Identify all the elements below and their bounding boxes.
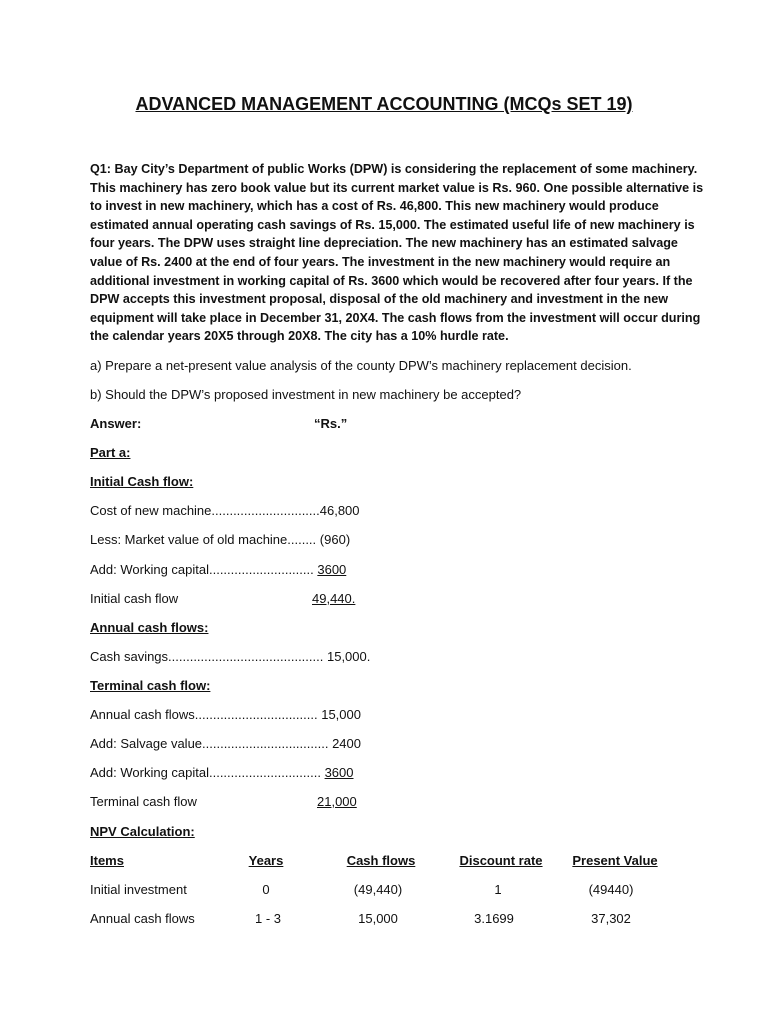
table-cell-item: Initial investment	[90, 882, 187, 897]
table-cell-years: 0	[262, 882, 270, 897]
terminal-annual-value: 15,000	[321, 707, 361, 722]
question-line: equipment will take place in December 31, 20X4. The cash flows from the investment will occur during	[90, 310, 701, 325]
part-a-question: a) Prepare a net-present value analysis of the county DPW’s machinery replacement decision.	[90, 358, 632, 373]
question-line: the calendar years 20X5 through 20X8. The city has a 10% hurdle rate.	[90, 329, 509, 344]
table-cell-cash-flow: 15,000	[358, 911, 398, 926]
table-cell-discount-rate: 1	[494, 882, 502, 897]
question-line: four years. The DPW uses straight line depreciation. The new machinery has an estimated salvage	[90, 236, 678, 251]
add-value: 3600	[317, 562, 347, 577]
table-header-cash-flows: Cash flows	[346, 853, 416, 868]
table-header-items: Items	[90, 853, 124, 868]
cost-label: Cost of new machine..............................	[90, 503, 320, 518]
terminal-annual-row	[90, 707, 361, 722]
table-header-years: Years	[248, 853, 284, 868]
terminal-wc-value: 3600	[324, 765, 354, 780]
npv-heading: NPV Calculation:	[90, 824, 195, 839]
question-line: estimated annual operating cash savings of Rs. 15,000. The estimated useful life of new machinery is	[90, 217, 695, 232]
initial-cash-flow-label: Initial cash flow	[90, 591, 179, 606]
savings-value: 15,000.	[326, 649, 371, 664]
page-title: ADVANCED MANAGEMENT ACCOUNTING (MCQs SET 19)	[135, 94, 633, 114]
table-header-discount-rate: Discount rate	[459, 853, 543, 868]
add-working-capital-row	[90, 562, 346, 577]
terminal-wc-label: Add: Working capital...............................	[90, 765, 321, 780]
terminal-working-capital-row	[90, 765, 354, 780]
initial-cash-flow-value: 49,440.	[312, 591, 356, 606]
table-cell-cash-flow: (49,440)	[353, 882, 403, 897]
answer-label: Answer:	[90, 416, 142, 431]
part-b-question: b) Should the DPW’s proposed investment in new machinery be accepted?	[90, 387, 522, 402]
less-label: Less: Market value of old machine........	[90, 532, 317, 547]
salvage-value: 2400	[332, 736, 361, 751]
table-cell-discount-rate: 3.1699	[474, 911, 514, 926]
part-a-label: Part a:	[90, 445, 131, 460]
cost-new-machine-row	[90, 503, 360, 518]
question-line: value of Rs. 2400 at the end of four years. The investment in the new machinery would require an	[90, 254, 671, 269]
question-line: additional investment in working capital of Rs. 3600 which would be recovered after four years. If the	[90, 273, 693, 288]
question-line: DPW accepts this investment proposal, disposal of the old machinery and investment in the new	[90, 292, 669, 307]
less-market-value-row	[90, 532, 350, 547]
salvage-value-row	[90, 736, 361, 751]
savings-label: Cash savings...........................................	[90, 649, 324, 664]
question-line: Q1: Bay City’s Department of public Works (DPW) is considering the replacement of some machinery.	[90, 162, 698, 176]
annual-cash-flows-heading: Annual cash flows:	[90, 620, 209, 635]
initial-cash-flow-heading: Initial Cash flow:	[90, 474, 194, 489]
table-cell-present-value: (49440)	[588, 882, 634, 897]
terminal-annual-label: Annual cash flows..................................	[90, 707, 318, 722]
cost-value: 46,800	[319, 503, 360, 518]
terminal-cash-flow-heading: Terminal cash flow:	[90, 678, 211, 693]
table-header-present-value: Present Value	[572, 853, 658, 868]
question-paragraph	[90, 160, 704, 346]
currency-label: “Rs.”	[314, 416, 348, 431]
table-cell-years: 1 - 3	[254, 911, 282, 926]
add-label: Add: Working capital.............................	[90, 562, 314, 577]
salvage-label: Add: Salvage value...................................	[90, 736, 329, 751]
question-line: This machinery has zero book value but its current market value is Rs. 960. One possible alternative is	[90, 180, 704, 195]
less-value: (960)	[319, 532, 351, 547]
cash-savings-row	[90, 649, 370, 664]
terminal-cash-flow-label: Terminal cash flow	[90, 794, 197, 809]
table-cell-present-value: 37,302	[591, 911, 631, 926]
question-line: to invest in new machinery, which has a cost of Rs. 46,800. This new machinery would produce	[90, 199, 659, 214]
table-cell-item: Annual cash flows	[90, 911, 195, 926]
terminal-cash-flow-value: 21,000	[317, 794, 357, 809]
